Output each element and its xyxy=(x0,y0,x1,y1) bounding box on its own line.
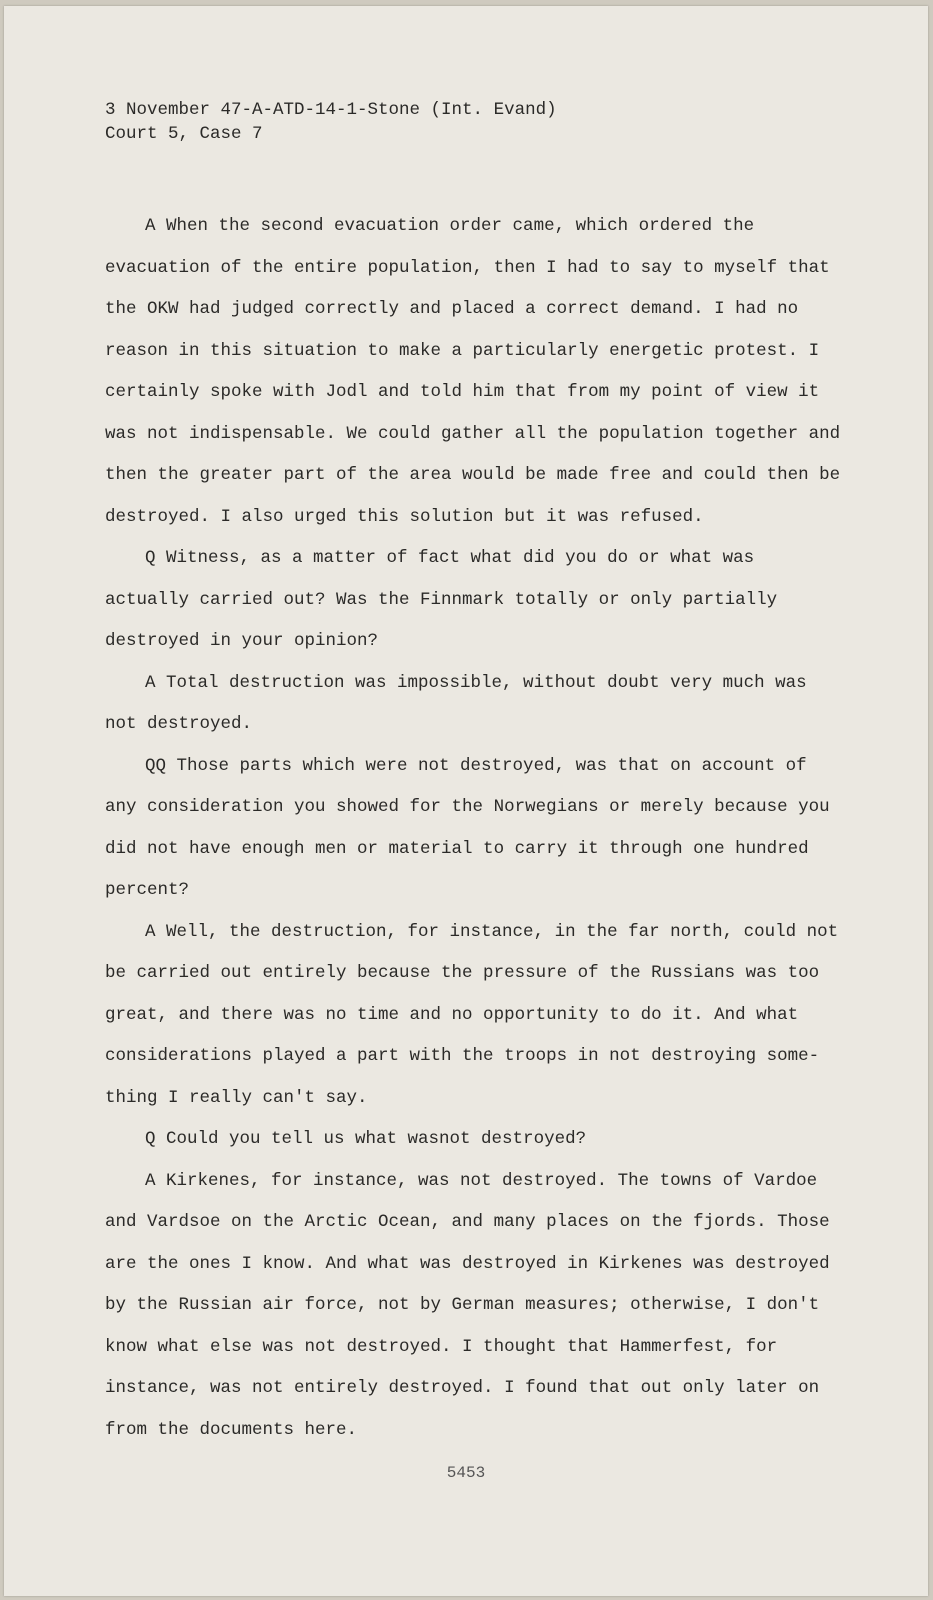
page-number: 5453 xyxy=(446,1464,486,1482)
paragraph-answer-2: A Total destruction was impossible, without doubt very much was not destroyed. xyxy=(105,672,807,734)
paragraph-answer-4: A Kirkenes, for instance, was not destroyed. The towns of Vardoe and Vardsoe on the Arctic Ocean, and many places on the fjords. Those are the ones I know. And what was destroyed in Kirkenes was destroyed by the Russian air force, not by German measures; otherwise, I don't know what else was not destroyed. I thought that Hammerfest, for instance, was not entirely destroyed. I found that out only later on from the documents here. xyxy=(105,1170,830,1440)
paragraph-question-3: Q Could you tell us what wasnot destroyed? xyxy=(145,1129,587,1149)
header-line-court-case: Court 5, Case 7 xyxy=(105,124,263,144)
paragraph-answer-1: A When the second evacuation order came, which ordered the evacuation of the entire population, then I had to say to myself that the OKW had judged correctly and placed a correct demand. I had no reason in this situation to make a particularly energetic protest. I certainly spoke with Jodl and told him that from my point of view it was not indispensable. We could gather all the population together and then the greater part of the area would be made free and could then be destroyed. I also urged this solution but it was refused. xyxy=(105,216,841,527)
paragraph-question-1: Q Witness, as a matter of fact what did you do or what was actually carried out? Was the Finnmark totally or only partially destroyed in your opinion? xyxy=(105,548,778,651)
testimony-body xyxy=(105,206,845,1451)
paragraph-question-2: QQ Those parts which were not destroyed, was that on account of any consideration you showed for the Norwegians or merely because you did not have enough men or material to carry it through one hundred percent? xyxy=(105,755,830,900)
header-line-date-ref: 3 November 47-A-ATD-14-1-Stone (Int. Evand) xyxy=(105,100,557,120)
paragraph-answer-3: A Well, the destruction, for instance, in the far north, could not be carried out entirely because the pressure of the Russians was too great, and there was no time and no opportunity to do it. And what considerations played a part with the troops in not destroying some-thing I really can't say. xyxy=(105,921,839,1108)
document-page xyxy=(4,6,928,1596)
page-content xyxy=(105,98,845,1451)
